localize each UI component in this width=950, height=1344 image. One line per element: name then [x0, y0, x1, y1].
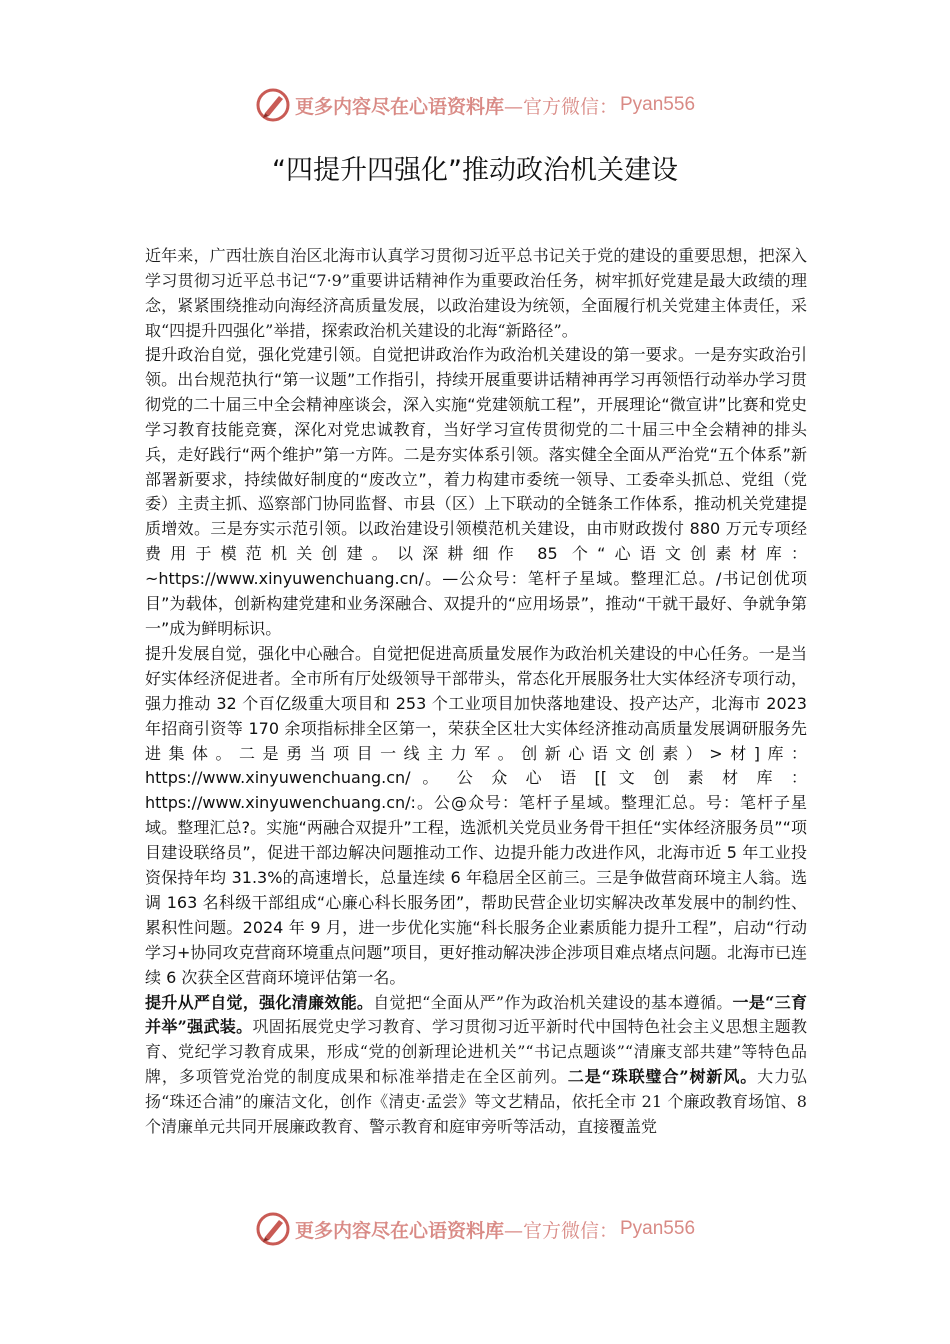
watermark-sub-text: —官方微信： — [503, 95, 618, 118]
section-3-bold-1: 一是“三育并举”强武装。 — [145, 992, 807, 1037]
watermark-sub-text: —官方微信： — [503, 1219, 618, 1242]
watermark-main-text: 更多内容尽在心语资料库 — [294, 95, 504, 118]
document-body — [145, 243, 807, 1139]
section-3-text-1: 自觉把“全面从严”作为政治机关建设的基本遵循。 — [373, 992, 733, 1012]
watermark-id-text: Pyan556 — [620, 94, 696, 115]
section-1-paragraph: 提升政治自觉，强化党建引领。自觉把讲政治作为政治机关建设的第一要求。一是夯实政治引领。出台规范执行“第一议题”工作指引，持续开展重要讲话精神再学习再领悟行动举办学习贯彻党的二十届三中全会精神座谈会，深入实施“党建领航工程”，开展理论“微宣讲”比赛和党史学习教育技能竞赛，深化对党忠诚教育，当好学习宣传贯彻党的二十届三中全会精神的排头兵，走好践行“两个维护”第一方阵。二是夯实体系引领。落实健全全面从严治党“五个体系”新部署新要求，持续做好制度的“废改立”，着力构建市委统一领导、工委牵头抓总、党组（党委）主责主抓、巡察部门协同监督、市县（区）上下联动的全链条工作体系，推动机关党建提质增效。三是夯实示范引领。以政治建设引领模范机关建设，由市财政拨付 880 万元专项经费用于模范机关创建。以深耕细作 85 个“心语文创素材库：~https://www.xinyuwenchuang.cn/。—公众号：笔杆子星域。整理汇总。/书记创优项目”为载体，创新构建党建和业务深融合、双提升的“应用场景”，推动“干就干最好、争就争第一”成为鲜明标识。 — [145, 345, 807, 638]
watermark-header — [0, 80, 950, 130]
section-3-bold-2: 二是“珠联璧合”树新风。 — [567, 1066, 758, 1086]
page-title: “四提升四强化”推动政治机关建设 — [272, 155, 678, 186]
section-3-paragraph — [145, 991, 807, 1140]
section-3-text-2: 巩固拓展党史学习教育、学习贯彻习近平新时代中国特色社会主义思想主题教育、党纪学习教育成果，形成“党的创新理论进机关”“书记点题谈”“清廉支部共建”等特色品牌，多项管党治党的制度成果和标准举措走在全区前列。 — [145, 1017, 807, 1086]
section-2-paragraph: 提升发展自觉，强化中心融合。自觉把促进高质量发展作为政治机关建设的中心任务。一是当好实体经济促进者。全市所有厅处级领导干部带头，常态化开展服务壮大实体经济专项行动，强力推动 32 个百亿级重大项目和 253 个工业项目加快落地建设、投产达产，北海市 2023 年招商引资等 170 余项指标排全区第一，荣获全区壮大实体经济推动高质量发展调研服务先进集体。二是勇当项目一线主力军。创新心语文创素）>材]库：https://www.xinyuwenchuang.cn/ 。 公 众 心 语 [[ 文 创 素 材 库 ： https://www.xinyuwenchuang.cn/:。公@众号：笔杆子星域。整理汇总。号：笔杆子星域。整理汇总?。实施“两融合双提升”工程，选派机关党员业务骨干担任“实体经济服务员”“项目建设联络员”，促进干部边解决问题推动工作、边提升能力改进作风，北海市近 5 年工业投资保持年均 31.3%的高速增长，总量连续 6 年稳居全区前三。三是争做营商环境主人翁。选调 163 名科级干部组成“心廉心科长服务团”，帮助民营企业切实解决改革发展中的制约性、累积性问题。2024 年 9 月，进一步优化实施“科长服务企业素质能力提升工程”，启动“行动学习+协同攻克营商环境重点问题”项目，更好推动解决涉企涉项目难点堵点问题。北海市已连续 6 次获全区营商环境评估第一名。 — [145, 643, 807, 987]
intro-paragraph: 近年来，广西壮族自治区北海市认真学习贯彻习近平总书记关于党的建设的重要思想，把深入学习贯彻习近平总书记“7·9”重要讲话精神作为重要政治任务，树牢抓好党建是最大政绩的理念，紧紧围绕推动向海经济高质量发展，以政治建设为统领，全面履行机关党建主体责任，采取“四提升四强化”举措，探索政治机关建设的北海“新路径”。 — [145, 246, 807, 340]
pen-logo-icon — [255, 87, 291, 123]
section-3-lead: 提升从严自觉，强化清廉效能。 — [145, 992, 374, 1012]
section-3-text-3: 大力弘扬“珠还合浦”的廉洁文化，创作《清吏·孟尝》等文艺精品，依托全市 21 个廉政教育场馆、8 个清廉单元共同开展廉政教育、警示教育和庭审旁听等活动，直接覆盖党 — [145, 1066, 807, 1136]
watermark-main-text: 更多内容尽在心语资料库 — [294, 1219, 504, 1242]
pen-logo-icon — [255, 1211, 291, 1247]
watermark-footer — [0, 1204, 950, 1254]
watermark-id-text: Pyan556 — [620, 1218, 696, 1239]
